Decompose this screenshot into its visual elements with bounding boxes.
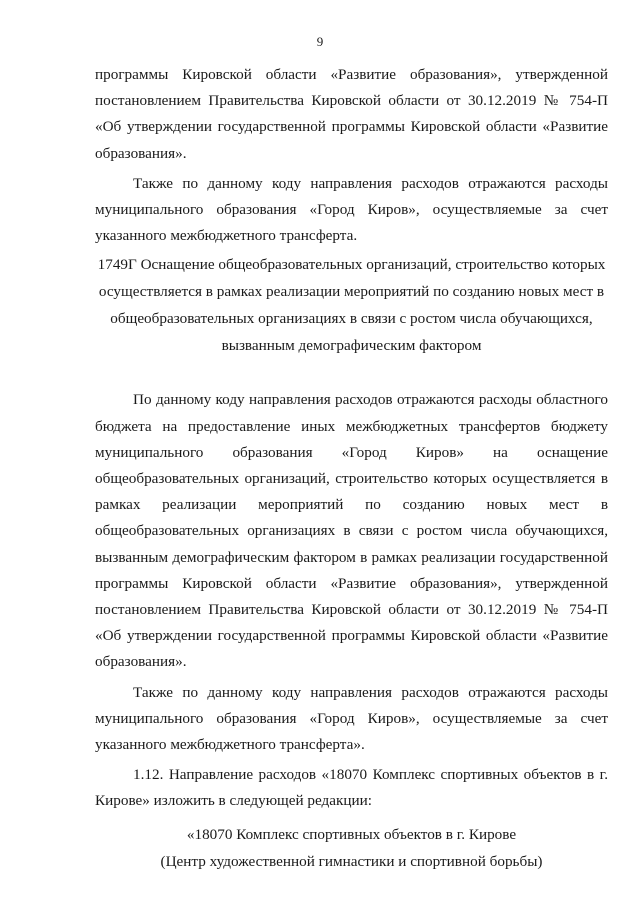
- paragraph-continuation: программы Кировской области «Развитие образования», утвержденной постановлением Правительства Кировской области от 30.12.2019 № 754-П «Об утверждении государственной программы Кировской области «Развитие образования».: [95, 66, 608, 162]
- page-number: 9: [316, 34, 324, 49]
- section-heading-1749g: 1749Г Оснащение общеобразовательных организаций, строительство которых осуществляется в рамках реализации мероприятий по созданию новых мест в общеобразовательных организациях в связи с ростом числа обучающихся, вызванным демографическим фактором: [97, 256, 606, 355]
- section-subheading-18070: (Центр художественной гимнастики и спортивной борьбы): [160, 852, 543, 870]
- paragraph-also-expenses-1: Также по данному коду направления расходов отражаются расходы муниципального образования «Город Киров», осуществляемые за счет указанного межбюджетного трансферта.: [95, 174, 608, 245]
- section-heading-18070: «18070 Комплекс спортивных объектов в г. Кирове: [186, 825, 517, 843]
- paragraph-item-1-12: 1.12. Направление расходов «18070 Комплекс спортивных объектов в г. Кирове» изложить в следующей редакции:: [95, 766, 608, 810]
- paragraph-also-expenses-2: Также по данному коду направления расходов отражаются расходы муниципального образования «Город Киров», осуществляемые за счет указанного межбюджетного трансферта».: [95, 683, 608, 754]
- paragraph-1749g-description: По данному коду направления расходов отражаются расходы областного бюджета на предоставление иных межбюджетных трансфертов бюджету муниципального образования «Город Киров» на оснащение общеобразовательных организаций, строительство которых осуществляется в рамках реализации мероприятий по созданию новых мест в общеобразовательных организациях в связи с ростом числа обучающихся, вызванным демографическим фактором в рамках реализации государственной программы Кировской области «Развитие образования», утвержденной постановлением Правительства Кировской области от 30.12.2019 № 754-П «Об утверждении государственной программы Кировской области «Развитие образования».: [95, 391, 608, 671]
- document-body: [95, 62, 608, 875]
